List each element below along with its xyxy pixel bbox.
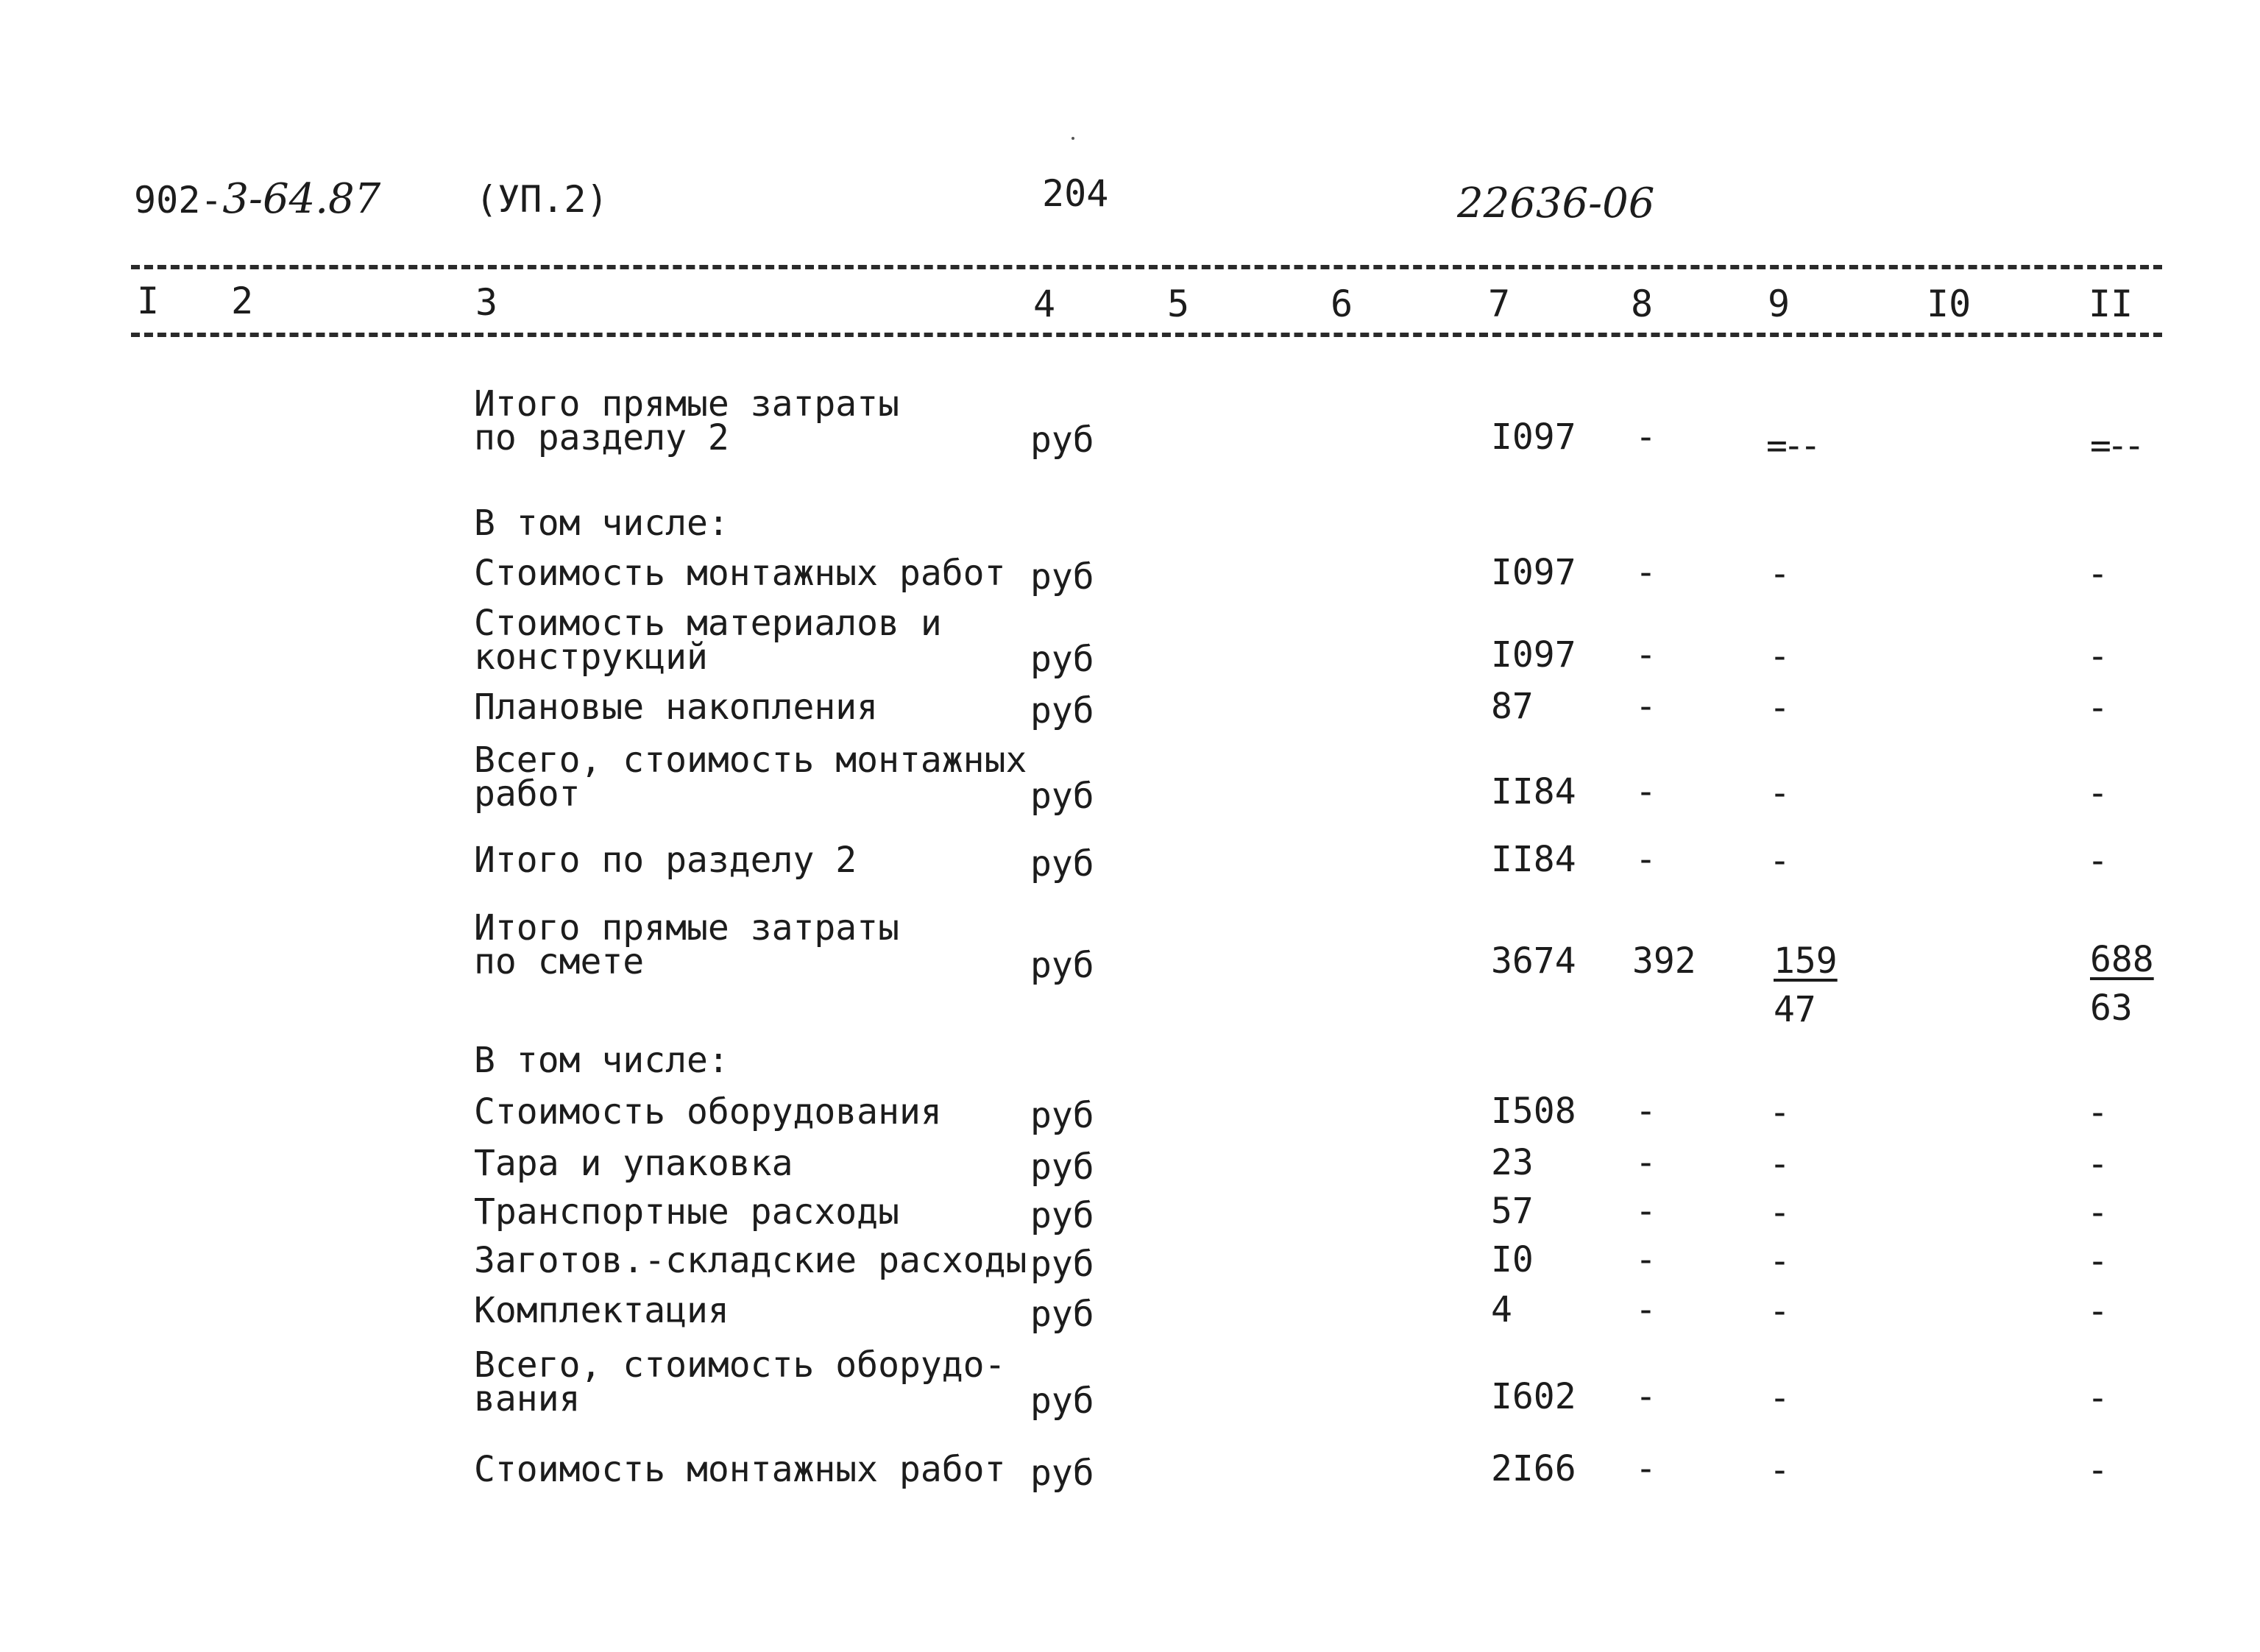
row-description xyxy=(474,383,899,458)
row-value-col7: I097 xyxy=(1491,416,1576,458)
row-description-line: по смете xyxy=(474,941,645,982)
row-unit: руб xyxy=(1030,1380,1094,1422)
row-description: Транспортные расходы xyxy=(474,1191,899,1233)
row-value-col7: 23 xyxy=(1491,1142,1534,1183)
row-value-col11: - xyxy=(2087,636,2108,677)
row-unit: руб xyxy=(1030,945,1094,986)
row-description: Стоимость монтажных работ xyxy=(474,1449,1006,1490)
row-value-col7: 57 xyxy=(1491,1191,1534,1232)
row-description-line: вания xyxy=(474,1378,581,1419)
column-header: I0 xyxy=(1927,283,1972,325)
doc-code xyxy=(134,175,380,223)
doc-code-printed: 902- xyxy=(134,179,223,221)
column-header: I xyxy=(137,280,160,322)
album-label: (УП.2) xyxy=(475,178,609,221)
row-description-line: Всего, стоимость оборудо- xyxy=(474,1344,1006,1386)
row-description xyxy=(474,907,899,982)
row-description: Плановые накопления xyxy=(474,687,879,728)
header-bottom-rule xyxy=(131,333,2162,337)
row-value-col8: - xyxy=(1635,771,1657,812)
row-description: Стоимость монтажных работ xyxy=(474,553,1006,594)
row-value-col8: - xyxy=(1635,416,1657,458)
row-value-col7: I097 xyxy=(1491,552,1576,593)
register-number: 22636-06 xyxy=(1457,180,1655,227)
row-unit: руб xyxy=(1030,419,1094,461)
row-value-col11-sub: 63 xyxy=(2090,988,2133,1029)
row-value-col9: - xyxy=(1769,1291,1790,1332)
row-value-col8: 392 xyxy=(1632,940,1696,982)
row-value-col9: - xyxy=(1769,636,1790,677)
row-value-col7: II84 xyxy=(1491,839,1576,880)
row-description: Стоимость оборудования xyxy=(474,1091,942,1132)
row-value-col11: - xyxy=(2087,1144,2108,1185)
row-description-line: работ xyxy=(474,773,581,815)
row-value-col8: - xyxy=(1635,839,1657,880)
row-value-col9: - xyxy=(1769,773,1790,814)
column-header: 8 xyxy=(1631,283,1654,325)
row-value-col11: - xyxy=(2087,1291,2108,1332)
row-description-line: Всего, стоимость монтажных xyxy=(474,740,1027,781)
row-unit: руб xyxy=(1030,1453,1094,1494)
column-header: 3 xyxy=(475,281,498,324)
row-value-col8: - xyxy=(1635,552,1657,593)
row-subheading: В том числе: xyxy=(474,1040,729,1081)
row-value-col7: II84 xyxy=(1491,771,1576,812)
scan-speck xyxy=(1071,137,1074,140)
row-value-col9: - xyxy=(1769,553,1790,595)
row-value-col8: - xyxy=(1635,1376,1657,1417)
row-value-col11: - xyxy=(2087,687,2108,728)
row-value-col8: - xyxy=(1635,1091,1657,1132)
row-value-col8: - xyxy=(1635,634,1657,676)
row-value-col9: - xyxy=(1769,1144,1790,1185)
row-value-col7: I602 xyxy=(1491,1376,1576,1417)
row-description-line: конструкций xyxy=(474,637,708,678)
row-value-col8: - xyxy=(1635,1448,1657,1489)
row-description xyxy=(474,740,1027,815)
row-value-col8: - xyxy=(1635,1239,1657,1280)
column-header: 9 xyxy=(1768,283,1790,325)
row-value-col9: - xyxy=(1769,1192,1790,1233)
row-value-col9: 159 xyxy=(1774,940,1838,982)
row-value-col11: - xyxy=(2087,1450,2108,1491)
row-value-col7: I508 xyxy=(1491,1091,1576,1132)
doc-code-handwritten: 3-64.87 xyxy=(222,175,381,223)
row-unit: руб xyxy=(1030,1095,1094,1136)
page-number: 204 xyxy=(1042,172,1109,215)
row-value-col11: - xyxy=(2087,773,2108,814)
row-description: Итого по разделу 2 xyxy=(474,840,857,881)
row-value-col7: 2I66 xyxy=(1491,1448,1576,1489)
column-header: 2 xyxy=(231,280,254,322)
row-unit: руб xyxy=(1030,843,1094,885)
row-description: Тара и упаковка xyxy=(474,1143,793,1184)
row-subheading: В том числе: xyxy=(474,503,729,544)
row-value-col7: I0 xyxy=(1491,1239,1534,1280)
row-value-col11: 688 xyxy=(2090,939,2154,980)
row-value-col11: - xyxy=(2087,1192,2108,1233)
row-unit: руб xyxy=(1030,1244,1094,1285)
row-unit: руб xyxy=(1030,1146,1094,1188)
row-value-col7: I097 xyxy=(1491,634,1576,676)
row-value-col7: 4 xyxy=(1491,1289,1512,1330)
row-description xyxy=(474,1344,1006,1419)
column-header: 6 xyxy=(1331,283,1353,325)
column-header: 4 xyxy=(1033,283,1056,325)
row-unit: руб xyxy=(1030,776,1094,817)
row-description-line: Итого прямые затраты xyxy=(474,907,899,949)
column-header: II xyxy=(2089,283,2133,325)
row-unit: руб xyxy=(1030,1294,1094,1335)
row-value-col11: - xyxy=(2087,553,2108,595)
row-description-line: Итого прямые затраты xyxy=(474,383,899,425)
row-value-col11: - xyxy=(2087,1092,2108,1133)
row-value-col8: - xyxy=(1635,1191,1657,1232)
row-unit: руб xyxy=(1030,1195,1094,1236)
row-value-col9-sub: 47 xyxy=(1774,989,1816,1030)
row-value-col8: - xyxy=(1635,686,1657,727)
row-description-line: Стоимость материалов и xyxy=(474,603,942,644)
column-header: 7 xyxy=(1488,283,1511,325)
row-value-col9: - xyxy=(1769,687,1790,728)
row-value-col7: 87 xyxy=(1491,686,1534,727)
row-description xyxy=(474,603,942,678)
row-value-col11: =-- xyxy=(2090,425,2141,467)
row-value-col9: =-- xyxy=(1766,425,1817,467)
row-value-col9: - xyxy=(1769,840,1790,882)
row-unit: руб xyxy=(1030,556,1094,598)
row-value-col8: - xyxy=(1635,1289,1657,1330)
row-description-line: по разделу 2 xyxy=(474,417,729,458)
row-value-col11: - xyxy=(2087,1378,2108,1419)
header-top-rule xyxy=(131,265,2162,269)
row-value-col9: - xyxy=(1769,1450,1790,1491)
row-value-col8: - xyxy=(1635,1142,1657,1183)
row-value-col7: 3674 xyxy=(1491,940,1576,982)
row-unit: руб xyxy=(1030,690,1094,731)
row-value-col9: - xyxy=(1769,1241,1790,1282)
row-value-col11: - xyxy=(2087,1241,2108,1282)
row-value-col11: - xyxy=(2087,840,2108,882)
row-unit: руб xyxy=(1030,639,1094,680)
row-value-col9: - xyxy=(1769,1092,1790,1133)
row-value-col9: - xyxy=(1769,1378,1790,1419)
row-description: Комплектация xyxy=(474,1290,729,1331)
row-description: Заготов.-складские расходы xyxy=(474,1240,1027,1281)
column-header: 5 xyxy=(1167,283,1190,325)
